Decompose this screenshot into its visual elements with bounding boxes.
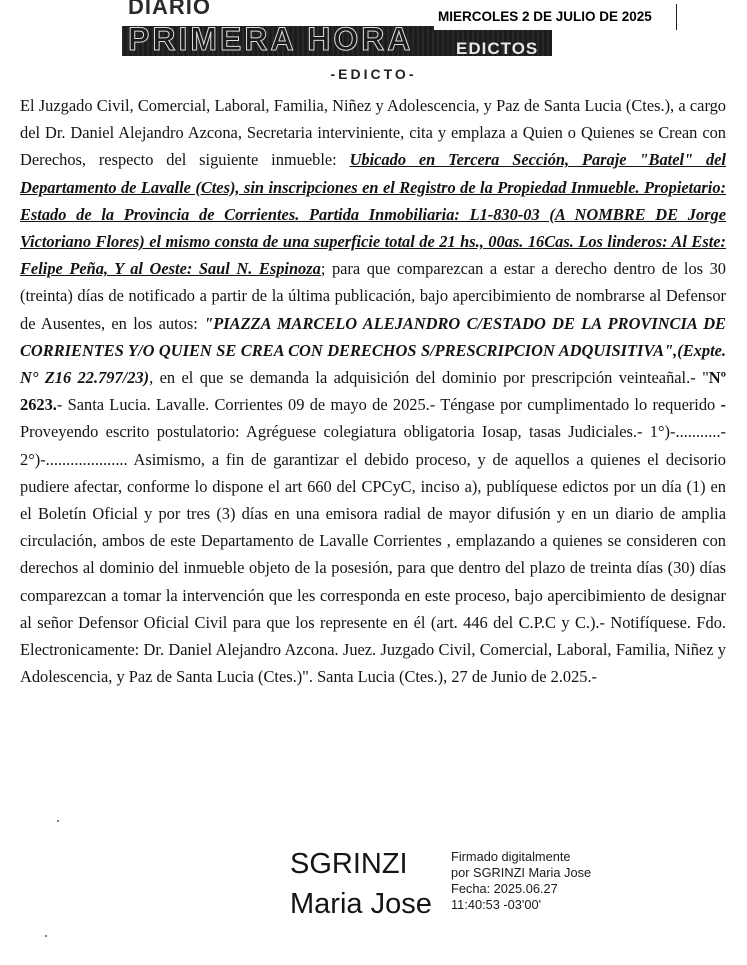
newspaper-masthead [122, 0, 652, 57]
resolution-text: Proveyendo escrito postulatorio: Agréguese colegiatura obligatoria Iosap, tasas Judiciales.- 1°)-...........- 2°)-.................... Asimismo, a fin de garantizar el debido proceso, y de aquellos a quienes el decisorio pudiere afectar, conforme lo dispone el art 660 del CPCyC, inciso a), publíquese edictos por un día (1) en el Boletín Oficial y por tres (3) días en una emisora radial de mayor difusión y en un diario de amplia circulación, ambos de este Departamento de Lavalle Corrientes , emplazando a quienes se consideren con derechos al dominio del inmueble objeto de la posesión, para que dentro del plazo de treinta días (30) días comparezcan a tomar la intervención que les corresponda en este proceso, bajo apercibimiento de designar al señor Defensor Oficial Civil para que los represente en él (art. 446 del C.P.C y C.).- Notifíquese. Fdo. Electronicamente: Dr. Daniel Alejandro Azcona. Juez. Juzgado Civil, Comercial, Laboral, Familia, Niñez y Adolescencia, y Paz de Santa Lucia (Ctes.)". Santa Lucia (Ctes.), 27 de Junio de 2.025.- [20, 422, 726, 687]
case-title: "PIAZZA MARCELO ALEJANDRO C/ESTADO DE LA PROVINCIA DE CORRIENTES Y/O QUIEN SE CREA CON DERECHOS S/PRESCRIPCION ADQUISITIVA",(Expte. N° Z16 22.797/23) [20, 313, 726, 388]
publication-date: MIERCOLES 2 DE JULIO DE 2025 [438, 9, 652, 24]
digital-signature-info [451, 849, 591, 913]
masthead-newspaper-name: PRIMERA HORA [128, 21, 414, 57]
signature-line-2: por SGRINZI Maria Jose [451, 865, 592, 880]
signature-line-3: Fecha: 2025.06.27 [451, 881, 558, 896]
property-description: Ubicado en Tercera Sección, Paraje "Batel" del Departamento de Lavalle (Ctes), sin inscripciones en el Registro de la Propiedad Inmueble. Propietario: Estado de la Provincia de Corrientes. Partida Inmobiliaria: L1-830-03 (A NOMBRE DE Jorge Victoriano Flores) el mismo consta de una superficie total de 21 hs., 00as. 16Cas. Los linderos: Al Este: Felipe Peña, Y al Oeste: Saul N. Espinoza [20, 150, 726, 279]
scan-speck [45, 935, 47, 937]
scan-speck [57, 820, 59, 822]
masthead-section-label: EDICTOS [456, 42, 539, 56]
signature-line-4: 11:40:53 -03'00' [451, 897, 542, 912]
edict-body [20, 92, 726, 690]
body-intro: El Juzgado Civil, Comercial, Laboral, Familia, Niñez y Adolescencia, y Paz de Santa Lucia (Ctes.), a cargo del Dr. Daniel Alejandro Azcona, Secretaria interviniente, cita y emplaza a Quien o Quienes se Crean con Derechos, respecto del siguiente inmueble: [20, 96, 726, 170]
resolution-number: Nº 2623. [20, 368, 727, 415]
edict-heading: -EDICTO- [330, 66, 417, 82]
signature-line-1: Firmado digitalmente [451, 849, 571, 864]
signer-name [290, 844, 432, 924]
body-case-purpose: , en el que se demanda la adquisición del dominio por prescripción veinteañal.- " [149, 368, 709, 388]
resolution-place-date: - Santa Lucia. Lavalle. Corrientes 09 de mayo de 2025. [56, 395, 430, 415]
body-summons: ; para que comparezcan a estar a derecho dentro de los 30 (treinta) días de notificado a partir de la última publicación, bajo apercibimiento de nombrarse al Defensor de Ausentes, en los autos: [20, 259, 726, 333]
masthead-small-title: DIARIO [128, 0, 211, 19]
resolution-dash: - Téngase por cumplimentado lo requerido [429, 395, 721, 415]
signer-given-names: Maria Jose [290, 888, 432, 920]
signer-surname: SGRINZI [290, 848, 408, 880]
resolution-separator: - [720, 395, 726, 415]
